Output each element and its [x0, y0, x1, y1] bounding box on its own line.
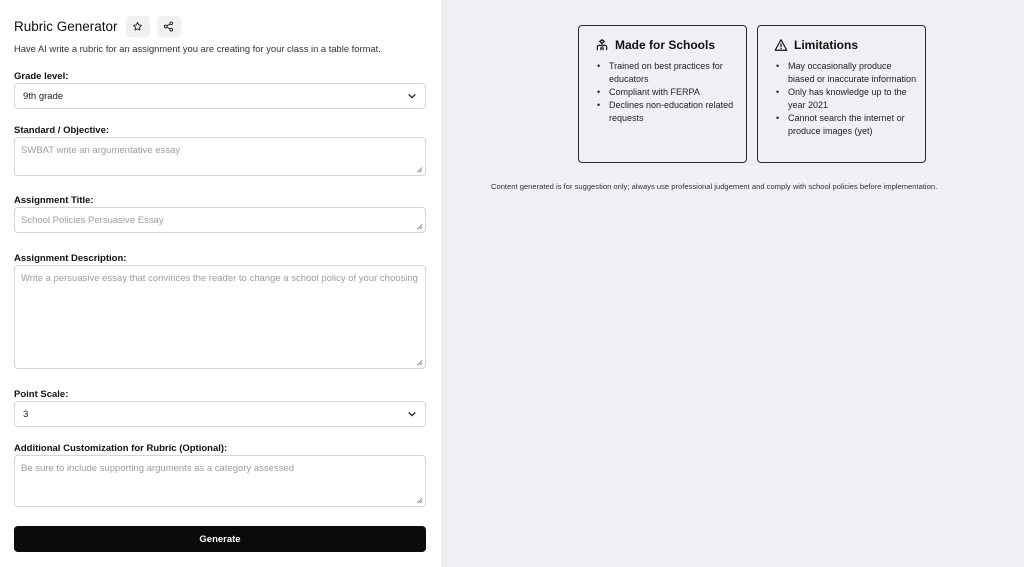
grade-level-label: Grade level:	[14, 71, 69, 82]
share-button[interactable]	[157, 16, 181, 37]
resize-handle-icon[interactable]	[415, 358, 423, 366]
standard-input[interactable]	[14, 137, 426, 176]
page-title: Rubric Generator	[14, 18, 118, 34]
page-subtitle: Have AI write a rubric for an assignment you are creating for your class in a table format.	[14, 43, 381, 54]
share-icon	[163, 21, 174, 32]
customization-label: Additional Customization for Rubric (Optional):	[14, 443, 228, 454]
standard-label: Standard / Objective:	[14, 125, 110, 136]
list-item: • Only has knowledge up to the year 2021	[774, 86, 917, 112]
list-item: • Trained on best practices for educators	[595, 60, 738, 86]
made-for-schools-card	[578, 25, 747, 163]
point-scale-value: 3	[23, 408, 29, 420]
point-scale-select[interactable]	[14, 401, 426, 427]
disclaimer-text: Content generated is for suggestion only; always use professional judgement and comply with school policies before implementation.	[491, 182, 938, 191]
limitations-heading	[774, 38, 917, 52]
made-for-schools-list	[595, 60, 738, 125]
chevron-down-icon	[407, 409, 417, 419]
info-panel	[441, 0, 1024, 567]
point-scale-label: Point Scale:	[14, 389, 69, 400]
list-item: • Cannot search the internet or produce images (yet)	[774, 112, 917, 138]
grade-level-select[interactable]	[14, 83, 426, 109]
list-item: • Compliant with FERPA	[595, 86, 738, 99]
assignment-description-label: Assignment Description:	[14, 253, 127, 264]
school-icon	[595, 38, 609, 52]
assignment-title-label: Assignment Title:	[14, 195, 94, 206]
list-item: • Declines non-education related requests	[595, 99, 738, 125]
grade-level-value: 9th grade	[23, 90, 64, 102]
limitations-card	[757, 25, 926, 163]
assignment-title-input[interactable]	[14, 207, 426, 233]
resize-handle-icon[interactable]	[415, 222, 423, 230]
made-for-schools-heading	[595, 38, 738, 52]
assignment-title-placeholder: School Policies Persuasive Essay	[21, 215, 164, 226]
customization-input[interactable]	[14, 455, 426, 507]
generate-button[interactable]: Generate	[14, 526, 426, 552]
customization-placeholder: Be sure to include supporting arguments as a category assessed	[21, 463, 295, 474]
favorite-button[interactable]	[126, 16, 150, 37]
chevron-down-icon	[407, 91, 417, 101]
standard-placeholder: SWBAT write an argumentative essay	[21, 145, 181, 156]
resize-handle-icon[interactable]	[415, 165, 423, 173]
form-panel	[0, 0, 441, 567]
limitations-title: Limitations	[794, 38, 859, 52]
star-icon	[132, 21, 143, 32]
header	[14, 14, 426, 38]
made-for-schools-title: Made for Schools	[615, 38, 716, 52]
resize-handle-icon[interactable]	[415, 496, 423, 504]
list-item: • May occasionally produce biased or inaccurate information	[774, 60, 917, 86]
assignment-description-input[interactable]	[14, 265, 426, 369]
limitations-list	[774, 60, 917, 138]
warning-icon	[774, 38, 788, 52]
assignment-description-placeholder: Write a persuasive essay that convinces the reader to change a school policy of your choosing	[21, 273, 418, 284]
